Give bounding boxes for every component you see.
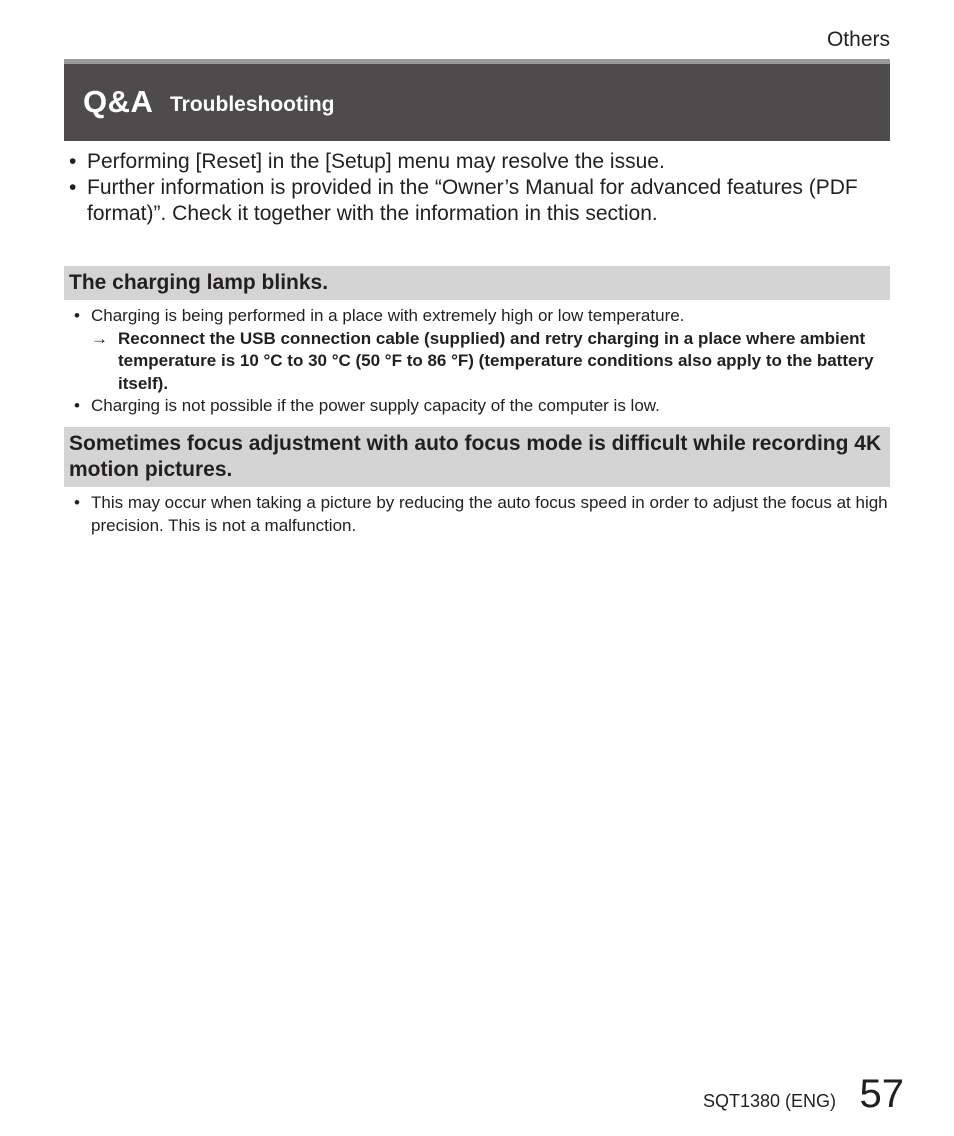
page-number: 57 [859,1072,904,1116]
intro-item [64,175,890,227]
qa-header-band [64,59,890,141]
action-line [91,328,890,396]
bullet-icon: • [69,176,77,199]
answer-text: This may occur when taking a picture by reducing the auto focus speed in order to adjust the focus at high precision. This is not a malfunction. [91,493,888,535]
intro-text: Further information is provided in the “Owner’s Manual for advanced features (PDF format)”. Check it together with the information in this section. [87,176,858,225]
answer-item [64,492,890,537]
answer-text: Charging is not possible if the power supply capacity of the computer is low. [91,396,660,415]
question-heading: The charging lamp blinks. [64,266,890,300]
answer-item [64,305,890,395]
troubleshooting-subtitle: Troubleshooting [170,93,335,116]
answer-item [64,395,890,418]
qa-title: Q&A [83,84,154,119]
intro-text: Performing [Reset] in the [Setup] menu may resolve the issue. [87,150,665,173]
answer-list [64,305,890,418]
arrow-right-icon: → [91,328,108,348]
question-heading: Sometimes focus adjustment with auto focus mode is difficult while recording 4K motion pictures. [64,427,890,487]
document-code: SQT1380 (ENG) [702,1091,836,1111]
bullet-icon: • [74,306,80,325]
bullet-icon: • [69,150,77,173]
section-label: Others [826,28,890,51]
bullet-icon: • [74,493,80,512]
answer-text: Charging is being performed in a place with extremely high or low temperature. [91,306,685,325]
bullet-icon: • [74,396,80,415]
action-text: Reconnect the USB connection cable (supplied) and retry charging in a place where ambient temperature is 10 °C to 30 °C (50 °F to 86 °F) (temperature conditions also apply to the battery itself). [118,328,874,393]
intro-list [64,149,890,227]
answer-list [64,492,890,537]
intro-item [64,149,890,175]
